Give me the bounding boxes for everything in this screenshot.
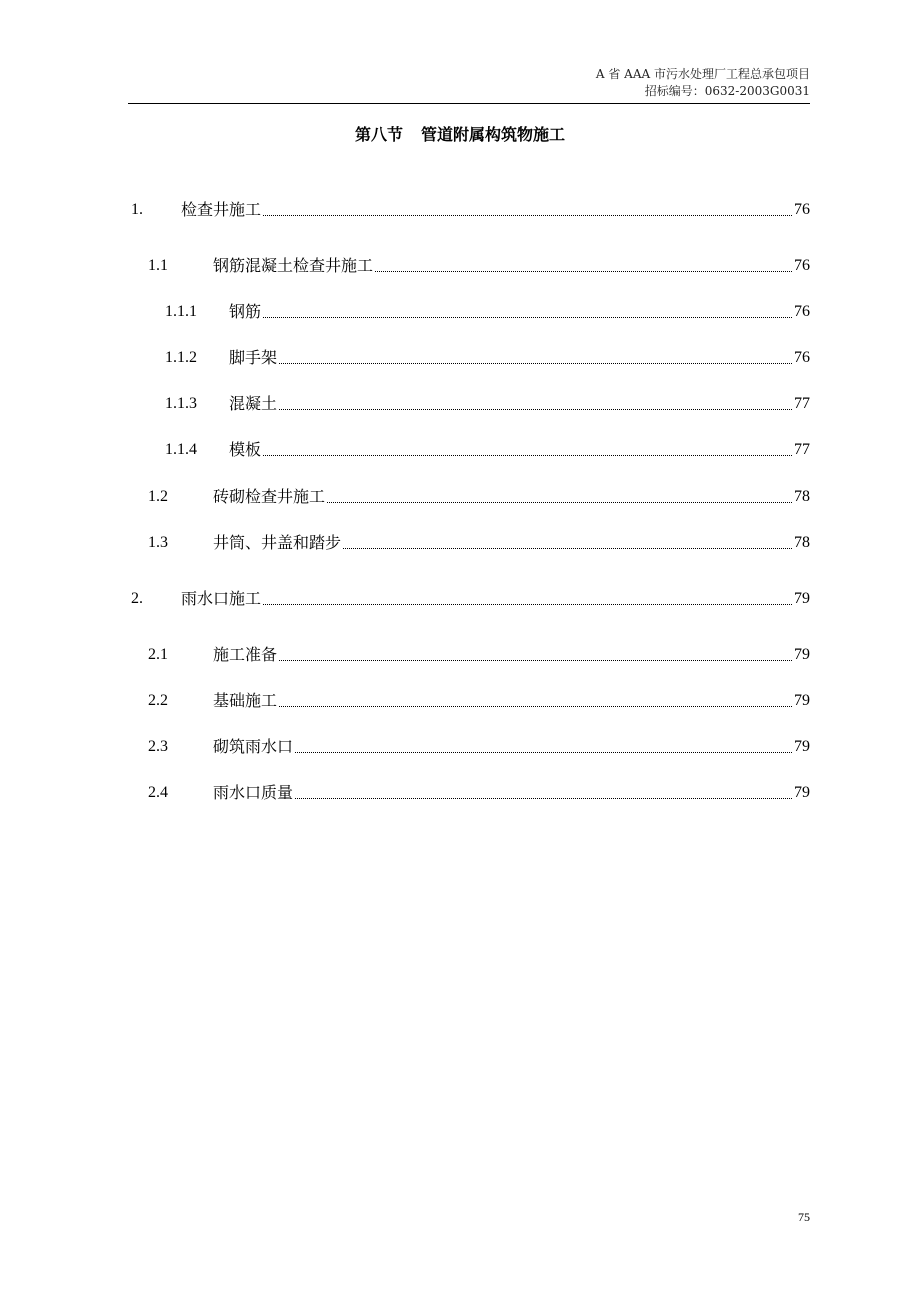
toc-entry-number: 1.3: [148, 534, 168, 551]
toc-entry[interactable]: [148, 689, 810, 711]
header-project-name: A 省 AAA 市污水处理厂工程总承包项目: [595, 67, 810, 81]
toc-leader-dots: [279, 363, 792, 364]
toc-entry[interactable]: [148, 531, 810, 553]
toc-entry[interactable]: [165, 438, 810, 460]
toc-entry[interactable]: [131, 587, 810, 609]
toc-entry[interactable]: [131, 198, 810, 220]
toc-entry-label: 检查井施工: [181, 200, 262, 219]
toc-leader-dots: [263, 215, 792, 216]
toc-entry-page: 77: [794, 441, 810, 458]
toc-entry[interactable]: [165, 300, 810, 322]
toc-entry-page: 76: [794, 201, 810, 218]
toc-entry-label: 砌筑雨水口: [213, 737, 294, 756]
toc-entry-number: 1.1: [148, 257, 168, 274]
page-number: 75: [798, 1210, 810, 1224]
toc-entry-page: 78: [794, 488, 810, 505]
toc-entry-label: 雨水口施工: [181, 589, 262, 608]
toc-leader-dots: [327, 502, 792, 503]
toc-leader-dots: [343, 548, 792, 549]
toc-entry-label: 基础施工: [213, 691, 278, 710]
header-divider: [128, 103, 810, 104]
toc-entry-page: 79: [794, 738, 810, 755]
toc-leader-dots: [295, 752, 792, 753]
toc-entry-label: 砖砌检查井施工: [213, 487, 326, 506]
toc-entry-label: 模板: [229, 440, 262, 459]
toc-leader-dots: [279, 409, 792, 410]
toc-entry-page: 79: [794, 590, 810, 607]
toc-entry-number: 2.4: [148, 784, 168, 801]
toc-leader-dots: [375, 271, 792, 272]
toc-entry[interactable]: [148, 781, 810, 803]
toc-entry-number: 1.1.3: [165, 395, 197, 412]
page-header: [596, 66, 810, 100]
toc-leader-dots: [295, 798, 792, 799]
toc-entry-page: 78: [794, 534, 810, 551]
toc-entry-label: 脚手架: [229, 348, 278, 367]
toc-entry-page: 79: [794, 784, 810, 801]
toc-entry-page: 76: [794, 257, 810, 274]
toc-entry-number: 2.: [131, 590, 143, 607]
toc-leader-dots: [263, 317, 792, 318]
toc-entry[interactable]: [148, 254, 810, 276]
toc-entry-number: 2.1: [148, 646, 168, 663]
toc-entry-page: 79: [794, 692, 810, 709]
toc-entry[interactable]: [148, 643, 810, 665]
toc-entry-page: 76: [794, 349, 810, 366]
section-number: 第八节: [354, 125, 403, 144]
toc-entry-number: 1.1.4: [165, 441, 197, 458]
header-tender-number: 招标编号：0632-2003G0031: [644, 84, 810, 98]
toc-entry-number: 2.2: [148, 692, 168, 709]
toc-entry-page: 76: [794, 303, 810, 320]
toc-entry-number: 1.1.2: [165, 349, 197, 366]
toc-entry-label: 雨水口质量: [213, 783, 294, 802]
toc-entry[interactable]: [165, 346, 810, 368]
toc-entry-page: 79: [794, 646, 810, 663]
toc-entry-label: 施工准备: [213, 645, 278, 664]
section-name: 管道附属构筑物施工: [421, 125, 566, 144]
toc-entry-label: 井筒、井盖和踏步: [213, 533, 342, 552]
toc-leader-dots: [263, 455, 792, 456]
section-title: [0, 122, 920, 145]
toc-entry[interactable]: [148, 485, 810, 507]
toc-entry-label: 钢筋混凝土检查井施工: [213, 256, 374, 275]
toc-entry-number: 1.1.1: [165, 303, 197, 320]
toc-entry[interactable]: [165, 392, 810, 414]
toc-entry-label: 钢筋: [229, 302, 262, 321]
toc-leader-dots: [263, 604, 792, 605]
toc-leader-dots: [279, 660, 792, 661]
toc-entry-page: 77: [794, 395, 810, 412]
toc-entry-number: 2.3: [148, 738, 168, 755]
toc-leader-dots: [279, 706, 792, 707]
toc-entry-number: 1.2: [148, 488, 168, 505]
toc-entry-number: 1.: [131, 201, 143, 218]
toc-entry[interactable]: [148, 735, 810, 757]
toc-entry-label: 混凝土: [229, 394, 278, 413]
